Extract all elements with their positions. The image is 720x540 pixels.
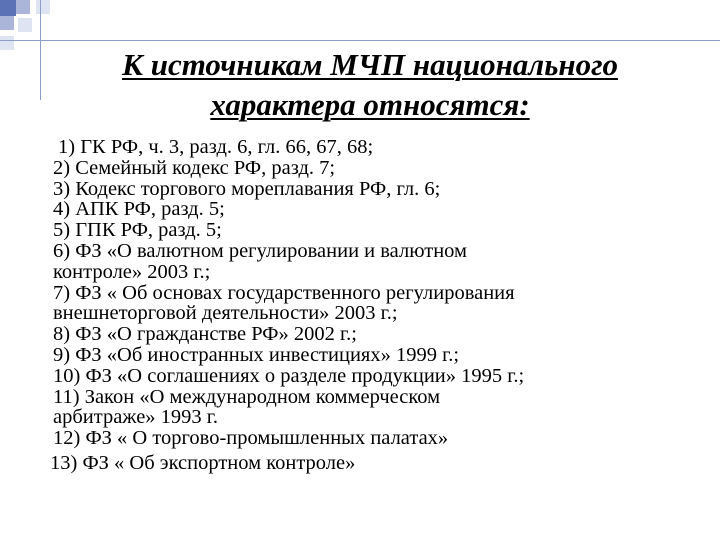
decor-square (36, 0, 50, 14)
list-item: 8) ФЗ «О гражданстве РФ» 2002 г.; (53, 323, 357, 346)
list-item: 10) ФЗ «О соглашениях о разделе продукции» 1995 г.; (53, 364, 525, 387)
list-item: 12) ФЗ « О торгово-промышленных палатах» (53, 427, 449, 450)
list-item: 4) АПК РФ, разд. 5; (53, 198, 225, 221)
decor-square (0, 16, 14, 30)
list-item: 3) Кодекс торгового мореплавания РФ, гл. 6; (53, 177, 441, 200)
decor-square (18, 18, 32, 32)
list-item: арбитраже» 1993 г. (53, 406, 219, 429)
list-item: 1) ГК РФ, ч. 3, разд. 6, гл. 66, 67, 68; (58, 136, 374, 158)
list-item: 5) ГПК РФ, разд. 5; (53, 219, 222, 242)
slide-title (40, 45, 700, 125)
decor-horizontal-line (0, 40, 720, 41)
list-item: внешнеторговой деятельности» 2003 г.; (53, 302, 398, 325)
list-item: 11) Закон «О международном коммерческом (53, 385, 441, 408)
list-item: 7) ФЗ « Об основах государственного регулирования (53, 281, 515, 304)
decor-square (16, 0, 30, 14)
list-item: 6) ФЗ «О валютном регулировании и валютном (53, 239, 467, 262)
slide-title-line-1: К источникам МЧП национального (121, 47, 619, 82)
list-item: 2) Семейный кодекс РФ, разд. 7; (53, 156, 336, 179)
list-item: контроле» 2003 г.; (53, 260, 211, 283)
list-item: 9) ФЗ «Об иностранных инвестициях» 1999 г.; (53, 343, 460, 366)
list-item: 13) ФЗ « Об экспортном контроле» (50, 451, 356, 474)
sources-list (50, 136, 703, 474)
decor-square (0, 0, 16, 16)
slide-title-line-2: характера относятся: (210, 87, 530, 122)
decor-square (0, 36, 14, 50)
